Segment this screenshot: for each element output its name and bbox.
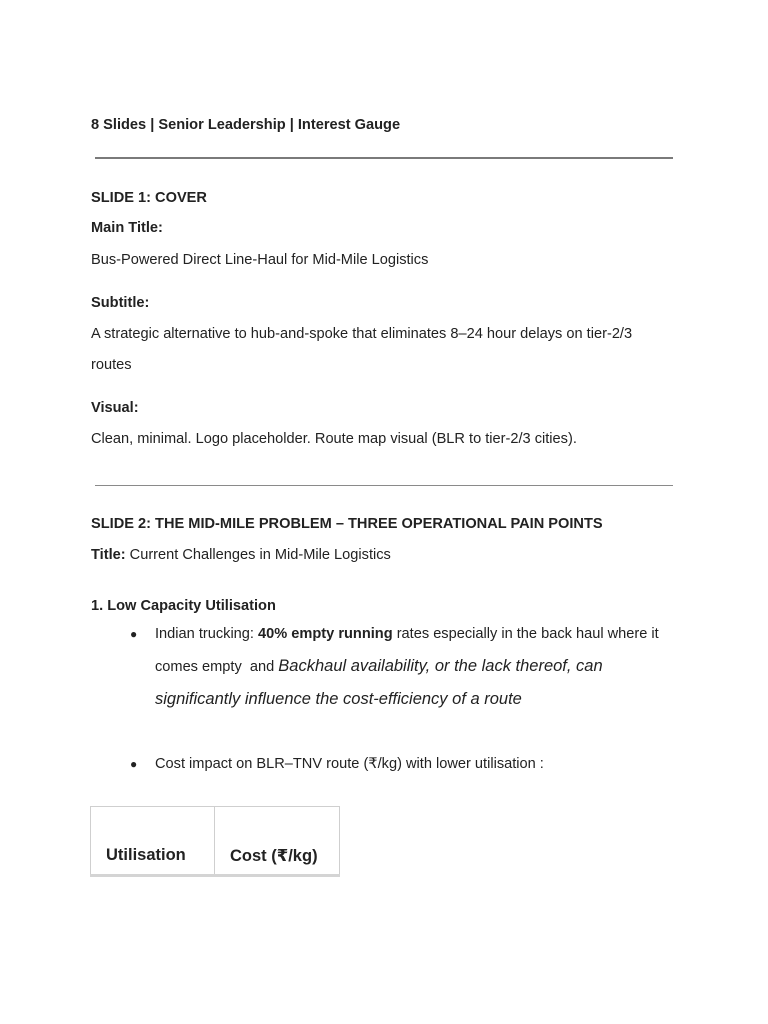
subtitle-text-line-2: routes [91, 357, 132, 373]
bullet1-line2-italic: Backhaul availability, or the lack thereof, can [278, 657, 603, 675]
bullet-marker: ● [130, 757, 138, 771]
section-divider [95, 157, 673, 159]
main-title-label: Main Title: [91, 220, 163, 236]
bullet1-line-3: significantly influence the cost-efficiency of a route [155, 690, 522, 708]
bullet1-text-post: rates especially in the back haul where it [392, 626, 659, 642]
slide2-title-line [91, 546, 391, 564]
visual-label: Visual: [91, 400, 139, 416]
slide1-heading: SLIDE 1: COVER [91, 190, 207, 206]
bullet1-text-bold: 40% empty running [258, 626, 393, 642]
slide2-heading: SLIDE 2: THE MID-MILE PROBLEM – THREE OPERATIONAL PAIN POINTS [91, 516, 603, 532]
visual-text: Clean, minimal. Logo placeholder. Route map visual (BLR to tier-2/3 cities). [91, 431, 577, 447]
section-divider [95, 485, 673, 486]
bullet2-text: Cost impact on BLR–TNV route (₹/kg) with lower utilisation : [155, 756, 544, 772]
slide2-title-text: Current Challenges in Mid-Mile Logistics [125, 547, 391, 563]
bullet1-line2-plain: comes empty and [155, 659, 279, 675]
table-header-cell [215, 807, 339, 875]
table-header-cost: Cost (₹/kg) [230, 847, 318, 865]
table-header-cell [91, 807, 215, 875]
subtitle-text-line-1: A strategic alternative to hub-and-spoke that eliminates 8–24 hour delays on tier-2/3 [91, 326, 633, 342]
doc-meta-line: 8 Slides | Senior Leadership | Interest Gauge [91, 117, 401, 133]
section1-heading: 1. Low Capacity Utilisation [91, 598, 276, 614]
table-header-utilisation: Utilisation [106, 846, 186, 864]
bullet1-line-1 [155, 625, 659, 643]
subtitle-label: Subtitle: [91, 295, 150, 311]
main-title-text: Bus-Powered Direct Line-Haul for Mid-Mile Logistics [91, 252, 429, 268]
table-bottom-border [90, 874, 340, 877]
cost-table [90, 806, 340, 876]
bullet1-text-pre: Indian trucking: [155, 626, 259, 642]
slide2-title-label: Title: [91, 547, 126, 563]
bullet1-line-2 [155, 657, 603, 676]
bullet-marker: ● [130, 627, 138, 641]
